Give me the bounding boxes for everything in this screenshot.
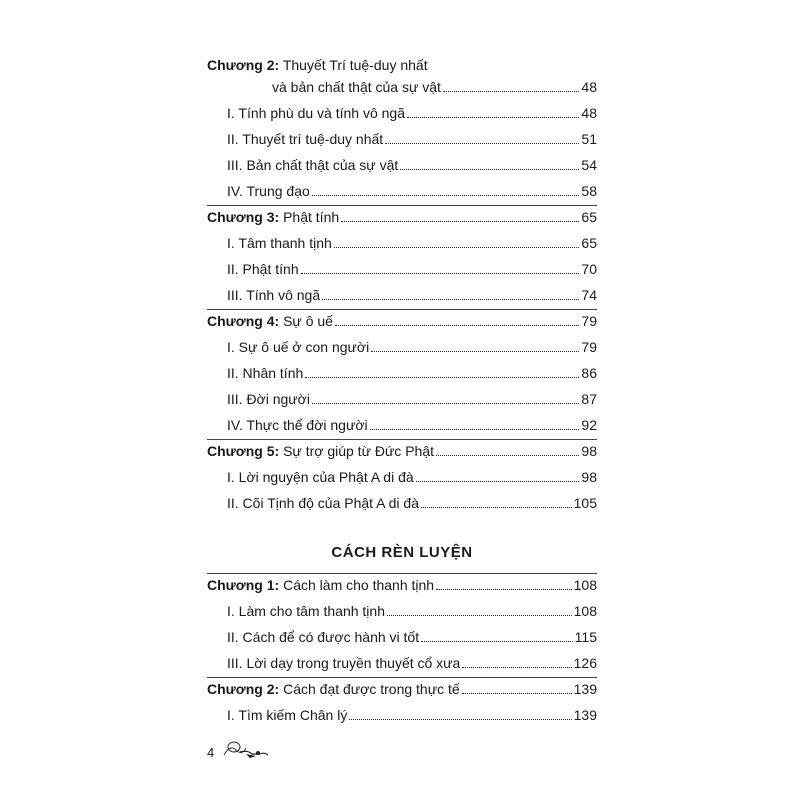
- page-number: 108: [573, 603, 597, 619]
- dot-leader: [301, 272, 580, 274]
- entry-title: I. Tìm kiếm Chân lý: [227, 707, 348, 723]
- dot-leader: [322, 298, 579, 300]
- page-number: 79: [581, 313, 597, 329]
- entry-title: IV. Thực thể đời người: [227, 417, 368, 433]
- toc-entry: [227, 126, 597, 148]
- page-number: 79: [581, 339, 597, 355]
- page-number: 70: [581, 261, 597, 277]
- dot-leader: [436, 588, 572, 590]
- toc-entry: [227, 282, 597, 304]
- entry-title: I. Làm cho tâm thanh tịnh: [227, 603, 385, 619]
- toc-entry: [227, 412, 597, 434]
- page-number: 48: [581, 105, 597, 121]
- page-number: 87: [581, 391, 597, 407]
- entry-title: IV. Trung đạo: [227, 183, 310, 199]
- entry-title: và bản chất thật của sự vật: [272, 79, 441, 95]
- dot-leader: [334, 246, 580, 248]
- chapter-number: Chương 2:: [207, 681, 280, 697]
- toc-entry: [227, 598, 597, 620]
- page-number: 105: [573, 495, 597, 511]
- toc-chapter: [207, 204, 597, 226]
- chapter-number: Chương 1:: [207, 577, 280, 593]
- page-number: 65: [581, 209, 597, 225]
- entry-title: III. Tính vô ngã: [227, 287, 321, 303]
- entry-title: III. Bản chất thật của sự vật: [227, 157, 399, 173]
- chapter-number: Chương 2:: [207, 57, 280, 73]
- entry-title: III. Đời người: [227, 391, 310, 407]
- chapter-title: Sự trợ giúp từ Đức Phật: [283, 443, 434, 459]
- dot-leader: [421, 640, 573, 642]
- toc-entry: [227, 230, 597, 252]
- entry-title: I. Tính phù du và tính vô ngã: [227, 105, 405, 121]
- chapter-number: Chương 3:: [207, 209, 280, 225]
- chapter-title: Cách làm cho thanh tịnh: [283, 577, 435, 593]
- page-number: 51: [581, 131, 597, 147]
- dot-leader: [416, 480, 580, 482]
- toc-entry: [227, 464, 597, 486]
- page-number: 48: [581, 79, 597, 95]
- chapter-title: Cách đạt được trong thực tế: [283, 681, 460, 697]
- page-number: 98: [581, 443, 597, 459]
- toc-entry: [227, 490, 597, 512]
- entry-title: I. Sự ô uế ở con người: [227, 339, 370, 355]
- entry-title: II. Phật tính: [227, 261, 299, 277]
- toc-entry: [227, 256, 597, 278]
- page-number: 139: [573, 707, 597, 723]
- chapter-title: Sự ô uế: [283, 313, 333, 329]
- entry-title: II. Nhân tính: [227, 365, 304, 381]
- toc-entry: [227, 386, 597, 408]
- chapter-title: Thuyết Trí tuệ-duy nhất: [282, 57, 428, 73]
- footer-page-number: 4: [207, 745, 215, 760]
- toc-entry: [227, 334, 597, 356]
- toc-entry: [227, 360, 597, 382]
- toc-chapter: [207, 438, 597, 460]
- dot-leader: [400, 168, 579, 170]
- dot-leader: [371, 350, 579, 352]
- toc-chapter: [207, 676, 597, 698]
- page-number: 108: [573, 577, 597, 593]
- dot-leader: [370, 428, 580, 430]
- page-number: 58: [581, 183, 597, 199]
- chapter-title: Phật tính: [283, 209, 340, 225]
- toc-entry: [272, 74, 597, 96]
- page-number: 65: [581, 235, 597, 251]
- dot-leader: [312, 402, 579, 404]
- entry-title: II. Cách để có được hành vi tốt: [227, 629, 420, 645]
- dot-leader: [436, 454, 579, 456]
- toc-entry: [227, 100, 597, 122]
- page-number: 98: [581, 469, 597, 485]
- page-number: 74: [581, 287, 597, 303]
- ornament-figure-icon: [222, 738, 270, 765]
- dot-leader: [407, 116, 579, 118]
- entry-title: I. Lời nguyện của Phật A di đà: [227, 469, 414, 485]
- page-number: 54: [581, 157, 597, 173]
- dot-leader: [387, 614, 572, 616]
- dot-leader: [462, 666, 571, 668]
- entry-title: I. Tâm thanh tịnh: [227, 235, 332, 251]
- entry-title: II. Thuyết trí tuệ-duy nhất: [227, 131, 384, 147]
- toc-entry: [227, 650, 597, 672]
- dot-leader: [305, 376, 579, 378]
- dot-leader: [312, 194, 580, 196]
- dot-leader: [335, 324, 579, 326]
- toc-entry: [227, 178, 597, 200]
- page-number: 126: [573, 655, 597, 671]
- entry-title: II. Cõi Tịnh độ của Phật A di đà: [227, 495, 419, 511]
- page-number: 86: [581, 365, 597, 381]
- section-title: CÁCH RÈN LUYỆN: [331, 544, 473, 561]
- toc-entry: [227, 152, 597, 174]
- dot-leader: [349, 718, 571, 720]
- page-number: 139: [573, 681, 597, 697]
- page-number: 92: [581, 417, 597, 433]
- page-number: 115: [574, 629, 597, 645]
- toc-chapter: [207, 308, 597, 330]
- toc-entry: [227, 624, 597, 646]
- toc-entry: [227, 702, 597, 724]
- chapter-number: Chương 4:: [207, 313, 280, 329]
- dot-leader: [341, 220, 579, 222]
- dot-leader: [385, 142, 579, 144]
- toc-chapter: [207, 572, 597, 594]
- entry-title: III. Lời dạy trong truyền thuyết cổ xưa: [227, 655, 461, 671]
- toc-chapter-2-heading: [207, 52, 597, 74]
- chapter-number: Chương 5:: [207, 443, 280, 459]
- dot-leader: [421, 506, 572, 508]
- dot-leader: [443, 90, 580, 92]
- dot-leader: [462, 692, 572, 694]
